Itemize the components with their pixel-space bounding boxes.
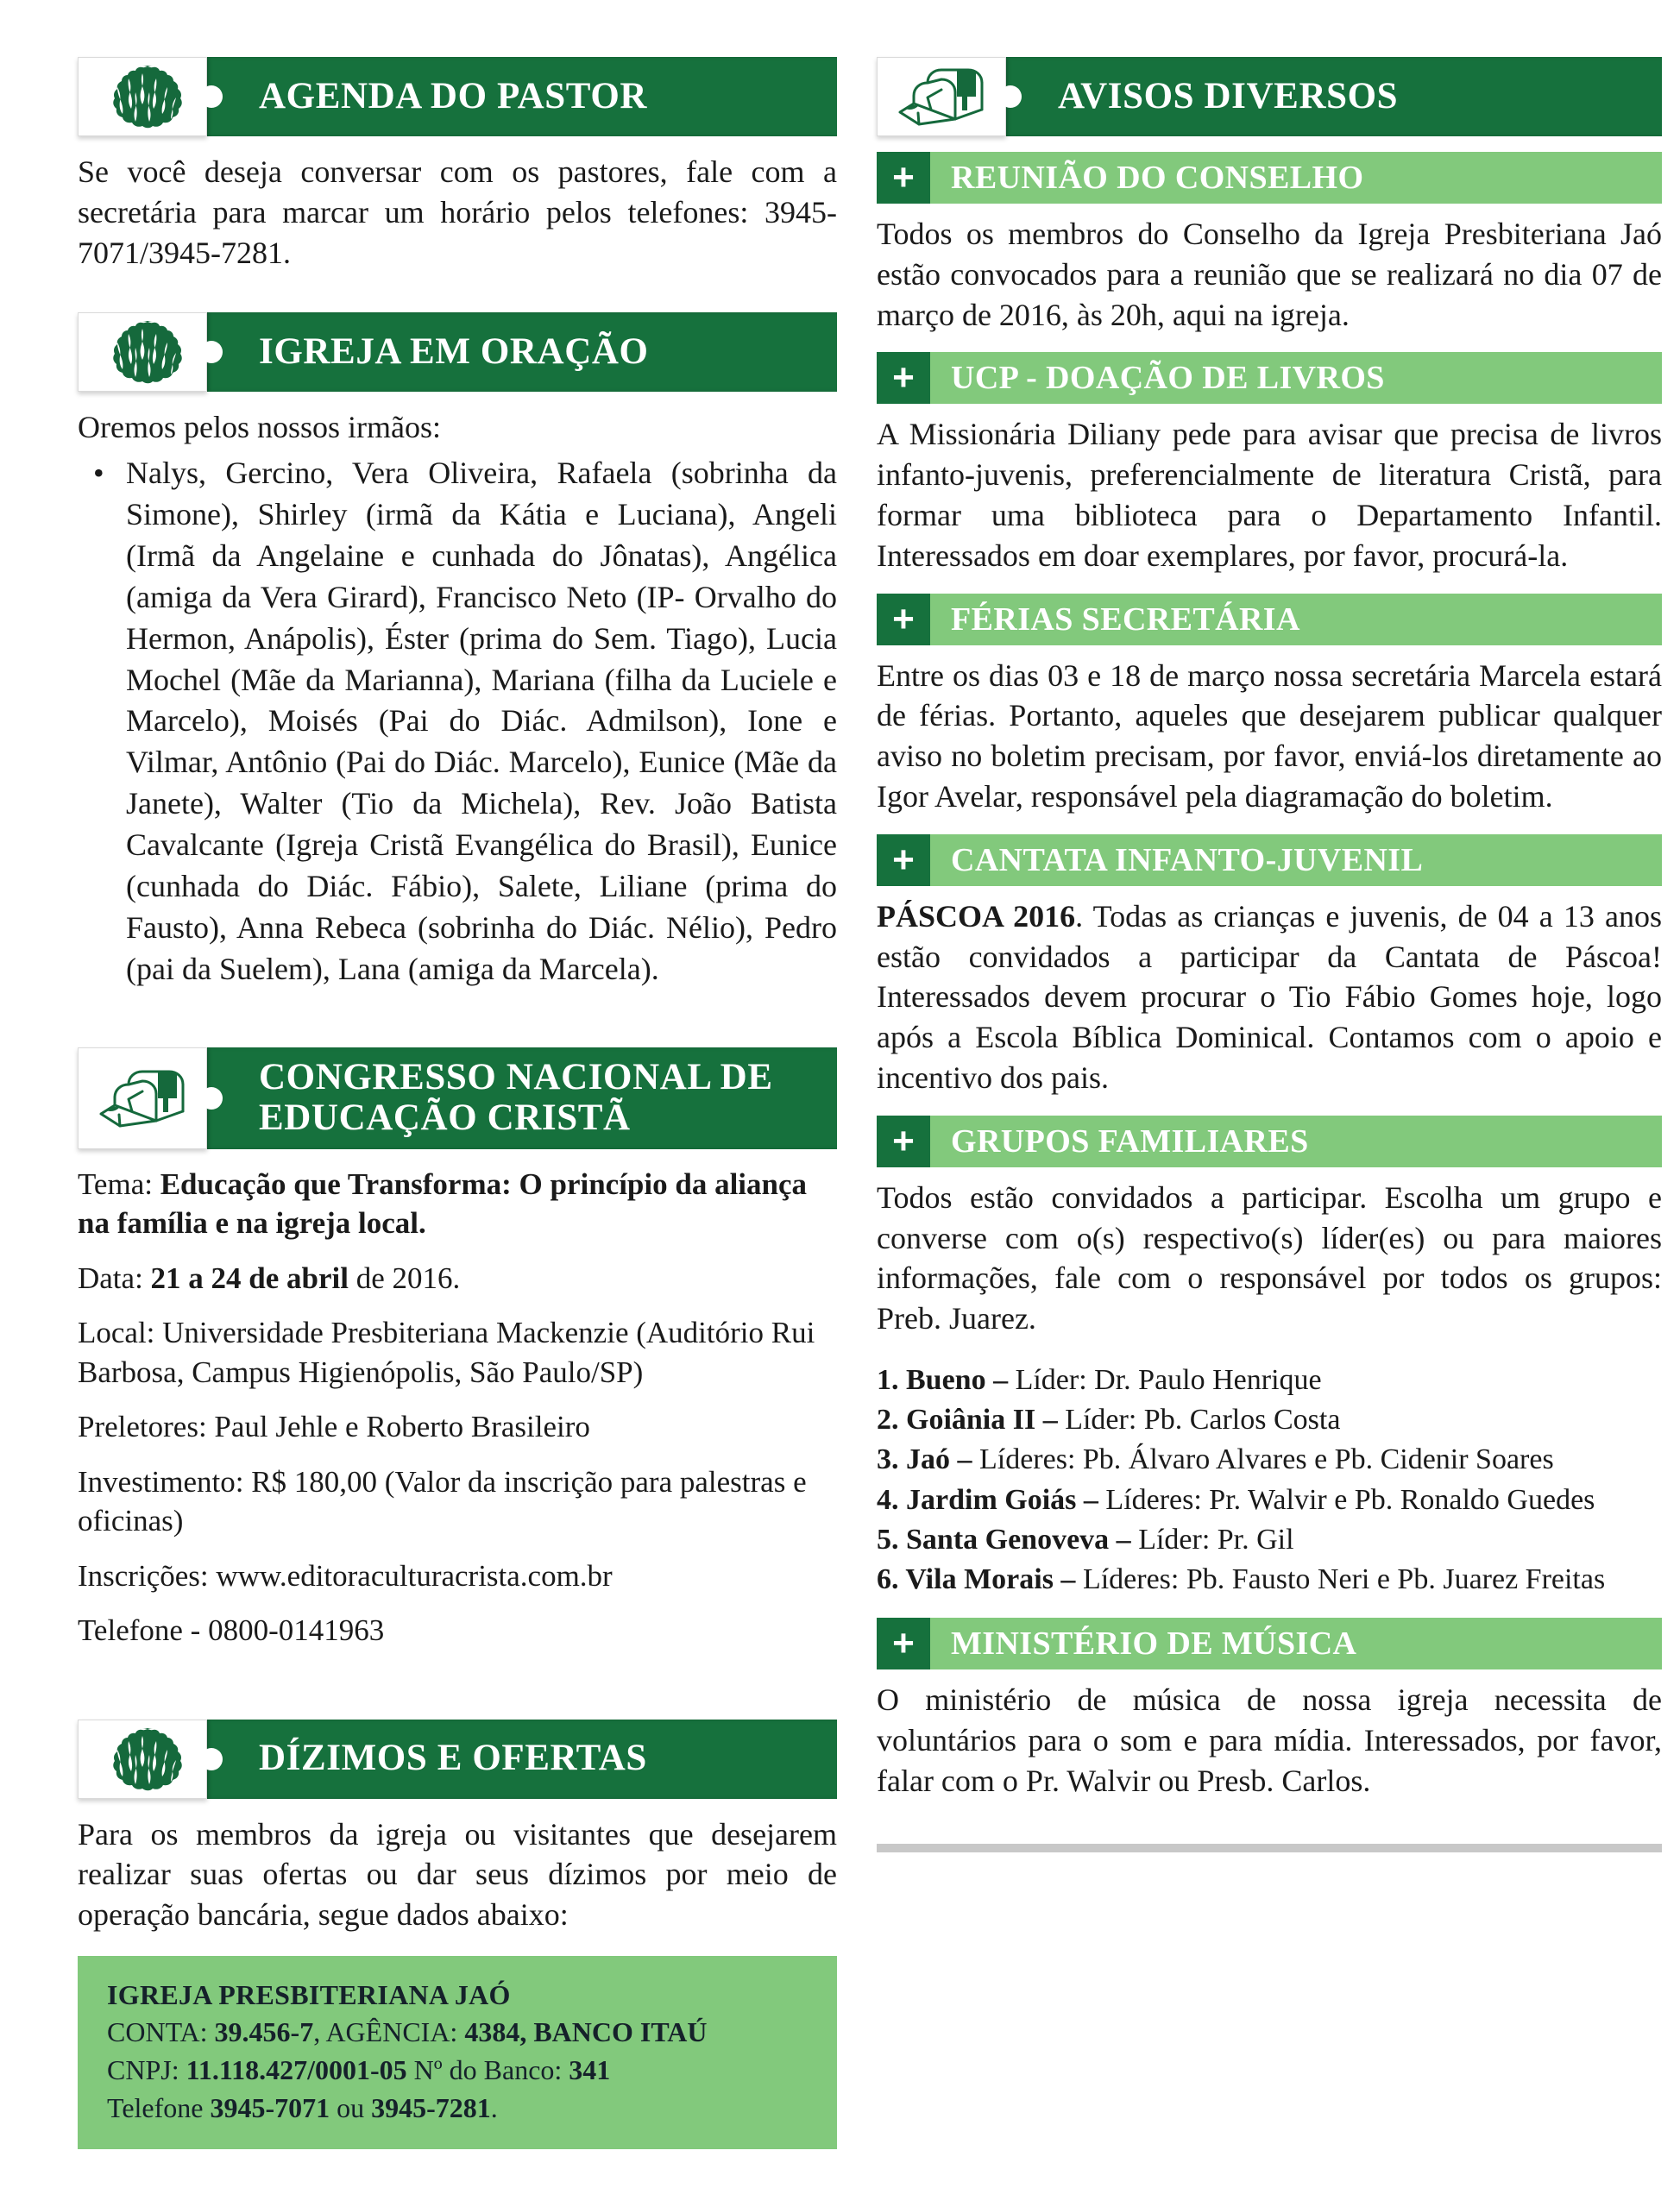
notice-header-ucp-doacao-de-livros — [877, 352, 1662, 404]
congress-field-data — [78, 1259, 837, 1298]
list-item: • Nalys, Gercino, Vera Oliveira, Rafaela (sobrinha da Simone), Shirley (irmã da Kátia e Luciana), Angeli (Irmã da Angelaine e cunhada do Jônatas), Angélica (amiga da Vera Girard), Francisco Neto (IP- Orvalho do Hermon, Anápolis), Éster (prima do Sem. Tiago), Lucia Mochel (Mãe da Marianna), Mariana (filha da Luciele e Marcelo), Moisés (Pai do Diác. Admilson), Ione e Vilmar, Antônio (Pai do Diác. Marcelo), Eunice (Mãe da Janete), Walter (Tio da Michela), Rev. João Batista Cavalcante (Igreja Cristã Evangélica do Brasil), Eunice (cunhada do Diác. Fábio), Salete, Liliane (prima do Fausto), Anna Rebeca (sobrinha do Diác. Nélio), Pedro (pai da Suelem), Lana (amiga da Marcela). — [126, 453, 837, 990]
banco-value: 341 — [569, 2053, 611, 2085]
congress-field-investimento: Investimento: R$ 180,00 (Valor da inscrição para palestras e oficinas) — [78, 1464, 807, 1538]
notice-header-ministerio-de-musica — [877, 1618, 1662, 1669]
field-value: 21 a 24 de abril — [150, 1261, 349, 1295]
prayer-list — [78, 453, 837, 990]
notice-lead-bold: PÁSCOA 2016 — [877, 898, 1076, 934]
group-name: 2. Goiânia II – — [877, 1404, 1066, 1437]
right-column — [877, 52, 1662, 2172]
tel-value-1: 3945-7071 — [210, 2091, 330, 2123]
field-label: Tema: — [78, 1166, 160, 1201]
tel-mid: ou — [330, 2091, 372, 2123]
notice-body-rest: . Todas as crianças e juvenis, de 04 a 13 anos estão convidados a participar da Cantata de Páscoa! Interessados devem procurar o Tio Fábio Gomes hoje, logo após a Escola Bíblica Dominical. Contamos com o apoio e incentivo dos pais. — [877, 898, 1662, 1095]
section-title-line1: CONGRESSO NACIONAL DE — [259, 1057, 773, 1098]
tel-value-2: 3945-7281 — [371, 2091, 491, 2123]
bank-phone-line — [107, 2090, 811, 2128]
tel-end: . — [490, 2091, 498, 2123]
notice-title: CANTATA INFANTO-JUVENIL — [930, 834, 1662, 886]
footer-divider — [877, 1844, 1662, 1852]
list-item — [877, 1481, 1662, 1519]
section-title-line2: EDUCAÇÃO CRISTÃ — [259, 1097, 631, 1138]
section-title: AVISOS DIVERSOS — [1058, 75, 1399, 116]
section-header-congresso-nacional — [78, 1047, 837, 1149]
bank-details-box — [78, 1956, 837, 2149]
section-title-bar — [205, 1720, 837, 1799]
notice-header-ferias-secretaria — [877, 594, 1662, 645]
group-detail: Líder: Pb. Carlos Costa — [1065, 1404, 1341, 1437]
group-name: 6. Vila Morais – — [877, 1563, 1083, 1595]
field-label: Data: — [78, 1261, 151, 1295]
notice-body: Todos estão convidados a participar. Escolha um grupo e converse com o(s) respectivo(s) líder(es) ou para maiores informações, fale com o responsável por todos os grupos: Preb. Juarez. — [877, 1179, 1662, 1336]
notice-title: GRUPOS FAMILIARES — [930, 1116, 1662, 1167]
plus-icon: + — [877, 152, 930, 204]
section-header-avisos-diversos — [877, 57, 1662, 136]
prayer-intro: Oremos pelos nossos irmãos: — [78, 410, 441, 445]
plus-icon: + — [877, 834, 930, 886]
notice-body: O ministério de música de nossa igreja necessita de voluntários para o som e para mídia. Interessados, por favor, falar com o Pr. Walvir ou Presb. Carlos. — [877, 1682, 1662, 1798]
group-detail: Líder: Pr. Gil — [1138, 1523, 1294, 1556]
list-item — [877, 1401, 1662, 1439]
section-title: DÍZIMOS E OFERTAS — [259, 1738, 647, 1779]
congress-field-telefone: Telefone - 0800-0141963 — [78, 1613, 385, 1648]
left-column — [78, 52, 837, 2172]
section-header-agenda-do-pastor — [78, 57, 837, 136]
agencia-label: , AGÊNCIA: — [313, 2016, 465, 2048]
group-detail: Líderes: Pb. Álvaro Alvares e Pb. Cidenir Soares — [979, 1443, 1554, 1476]
cnpj-label: CNPJ: — [107, 2053, 186, 2085]
section-header-igreja-em-oracao — [78, 312, 837, 392]
notice-title: REUNIÃO DO CONSELHO — [930, 152, 1662, 204]
dizimos-paragraph: Para os membros da igreja ou visitantes que desejarem realizar suas ofertas ou dar seus dízimos por meio de operação bancária, segue dados abaixo: — [78, 1816, 837, 1933]
list-item — [877, 1441, 1662, 1479]
conta-value: 39.456-7 — [214, 2016, 314, 2048]
congress-field-tema — [78, 1165, 837, 1243]
burning-bush-icon — [78, 57, 207, 136]
section-title-bar — [205, 57, 837, 136]
congress-field-local: Local: Universidade Presbiteriana Mackenzie (Auditório Rui Barbosa, Campus Higienópolis, São Paulo/SP) — [78, 1316, 815, 1389]
section-title-bar — [205, 1047, 837, 1149]
section-title: AGENDA DO PASTOR — [259, 75, 648, 116]
group-name: 3. Jaó – — [877, 1443, 979, 1476]
notice-body — [877, 896, 1662, 1098]
plus-icon: + — [877, 352, 930, 404]
family-groups-list — [877, 1361, 1662, 1600]
spacer — [78, 292, 837, 307]
agenda-paragraph: Se você deseja conversar com os pastores, fale com a secretária para marcar um horário pelos telefones: 3945-7071/3945-7281. — [78, 154, 837, 270]
section-title-bar — [205, 312, 837, 392]
list-item — [877, 1361, 1662, 1399]
mailbox-icon — [877, 57, 1006, 136]
agencia-value: 4384, BANCO ITAÚ — [464, 2016, 708, 2048]
notice-header-grupos-familiares — [877, 1116, 1662, 1167]
section-title — [259, 1058, 773, 1138]
section-title: IGREJA EM ORAÇÃO — [259, 331, 649, 373]
spacer — [78, 1013, 837, 1042]
group-name: 4. Jardim Goiás – — [877, 1483, 1106, 1516]
congress-field-inscricoes[interactable]: Inscrições: www.editoraculturacrista.com.br — [78, 1558, 613, 1593]
notice-body: Entre os dias 03 e 18 de março nossa secretária Marcela estará de férias. Portanto, aqueles que desejarem publicar qualquer aviso no boletim precisam, por favor, enviá-los diretamente ao Igor Avelar, responsável pela diagramação do boletim. — [877, 657, 1662, 814]
field-value: Educação que Transforma: O princípio da aliança na família e na igreja local. — [78, 1166, 808, 1241]
bank-cnpj-line — [107, 2052, 811, 2090]
notice-header-cantata-infanto-juvenil — [877, 834, 1662, 886]
banco-label: Nº do Banco: — [406, 2053, 569, 2085]
header-knob — [200, 1748, 223, 1770]
header-knob — [999, 85, 1022, 108]
notice-body: A Missionária Diliany pede para avisar que precisa de livros infanto-juvenis, preferencialmente de literatura Cristã, para formar uma biblioteca para o Departamento Infantil. Interessados em doar exemplares, por favor, procurá-la. — [877, 417, 1662, 573]
spacer — [78, 1666, 837, 1714]
conta-label: CONTA: — [107, 2016, 215, 2048]
group-detail: Líder: Dr. Paulo Henrique — [1015, 1363, 1322, 1396]
tel-label: Telefone — [107, 2091, 211, 2123]
list-item — [877, 1561, 1662, 1599]
burning-bush-icon — [78, 1720, 207, 1799]
burning-bush-icon — [78, 312, 207, 392]
list-item — [877, 1521, 1662, 1559]
section-title-bar — [1004, 57, 1662, 136]
plus-icon: + — [877, 1116, 930, 1167]
bank-account-line — [107, 2014, 811, 2052]
notice-body: Todos os membros do Conselho da Igreja Presbiteriana Jaó estão convocados para a reunião que se realizará no dia 07 de março de 2016, às 20h, aqui na igreja. — [877, 217, 1662, 332]
notice-title: MINISTÉRIO DE MÚSICA — [930, 1618, 1662, 1669]
header-knob — [200, 341, 223, 363]
header-knob — [200, 85, 223, 108]
section-header-dizimos-e-ofertas — [78, 1720, 837, 1799]
notice-header-reuniao-do-conselho — [877, 152, 1662, 204]
header-knob — [200, 1087, 223, 1110]
congress-field-preletores: Preletores: Paul Jehle e Roberto Brasileiro — [78, 1410, 590, 1444]
group-detail: Líderes: Pr. Walvir e Pb. Ronaldo Guedes — [1105, 1483, 1595, 1516]
notice-title: FÉRIAS SECRETÁRIA — [930, 594, 1662, 645]
bank-church-name: IGREJA PRESBITERIANA JAÓ — [107, 1978, 511, 2010]
group-name: 5. Santa Genoveva – — [877, 1523, 1139, 1556]
mailbox-icon — [78, 1047, 207, 1149]
field-after: de 2016. — [349, 1261, 461, 1295]
cnpj-value: 11.118.427/0001-05 — [186, 2053, 407, 2085]
plus-icon: + — [877, 1618, 930, 1669]
group-name: 1. Bueno – — [877, 1363, 1016, 1396]
plus-icon: + — [877, 594, 930, 645]
group-detail: Líderes: Pb. Fausto Neri e Pb. Juarez Freitas — [1082, 1563, 1606, 1595]
notice-title: UCP - DOAÇÃO DE LIVROS — [930, 352, 1662, 404]
